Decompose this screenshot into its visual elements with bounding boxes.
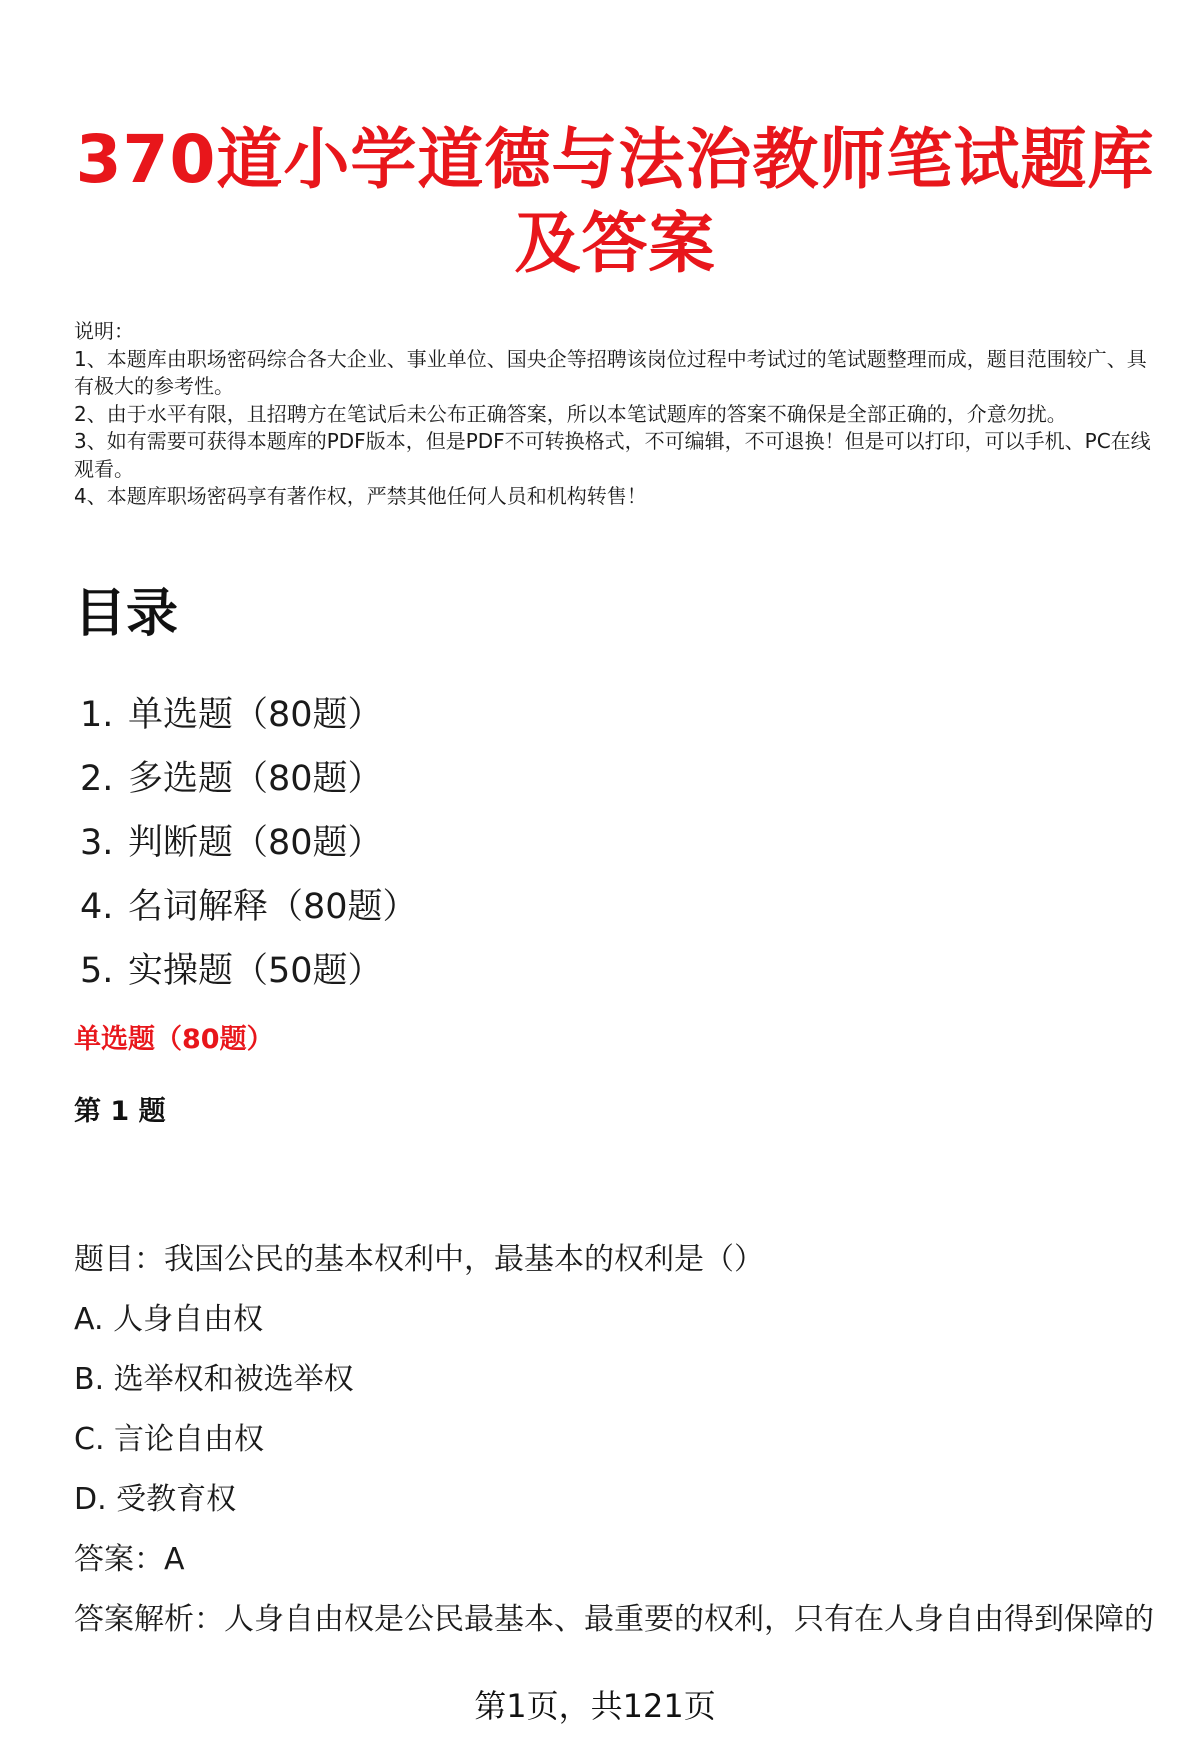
section-title: 单选题（80题）	[74, 1024, 274, 1055]
toc-item-number: 2.	[80, 759, 114, 799]
notes-heading: 说明：	[74, 319, 134, 343]
toc-list	[80, 683, 418, 1003]
toc-item-number: 5.	[80, 951, 114, 991]
question-block	[74, 1240, 1164, 1660]
option-b: B. 选举权和被选举权	[74, 1362, 354, 1397]
toc-item[interactable]	[80, 683, 418, 747]
toc-heading: 目录	[74, 584, 179, 644]
toc-item-number: 3.	[80, 823, 114, 863]
toc-item-label: 多选题（80题）	[128, 759, 383, 799]
question-number: 第 1 题	[74, 1096, 166, 1127]
toc-item[interactable]	[80, 939, 418, 1003]
toc-item-label: 单选题（80题）	[128, 695, 383, 735]
option-a: A. 人身自由权	[74, 1302, 264, 1337]
toc-item[interactable]	[80, 811, 418, 875]
toc-item-label: 名词解释（80题）	[128, 887, 418, 927]
note-item: 2、由于水平有限，且招聘方在笔试后未公布正确答案，所以本笔试题库的答案不确保是全部正确的，介意勿扰。	[74, 401, 1067, 426]
toc-item[interactable]	[80, 747, 418, 811]
question-stem: 题目：我国公民的基本权利中，最基本的权利是（）	[74, 1242, 764, 1277]
toc-item-number: 1.	[80, 695, 114, 735]
page-footer: 第1页，共121页	[474, 1687, 716, 1725]
toc-item[interactable]	[80, 875, 418, 939]
document-title: 370道小学道德与法治教师笔试题库及答案	[75, 121, 1155, 282]
answer-line: 答案：A	[74, 1542, 185, 1577]
toc-item-label: 判断题（80题）	[128, 823, 383, 863]
toc-item-label: 实操题（50题）	[128, 951, 383, 991]
option-c: C. 言论自由权	[74, 1422, 265, 1457]
note-item: 3、如有需要可获得本题库的PDF版本，但是PDF不可转换格式，不可编辑，不可退换！但是可以打印，可以手机、PC在线观看。	[74, 429, 1151, 481]
option-d: D. 受教育权	[74, 1482, 237, 1517]
toc-item-number: 4.	[80, 887, 114, 927]
note-item: 1、本题库由职场密码综合各大企业、事业单位、国央企等招聘该岗位过程中考试过的笔试题整理而成，题目范围较广、具有极大的参考性。	[74, 346, 1147, 398]
answer-analysis: 答案解析：人身自由权是公民最基本、最重要的权利，只有在人身自由得到保障的	[74, 1602, 1154, 1637]
notes-block	[74, 318, 1154, 511]
note-item: 4、本题库职场密码享有著作权，严禁其他任何人员和机构转售！	[74, 484, 647, 508]
